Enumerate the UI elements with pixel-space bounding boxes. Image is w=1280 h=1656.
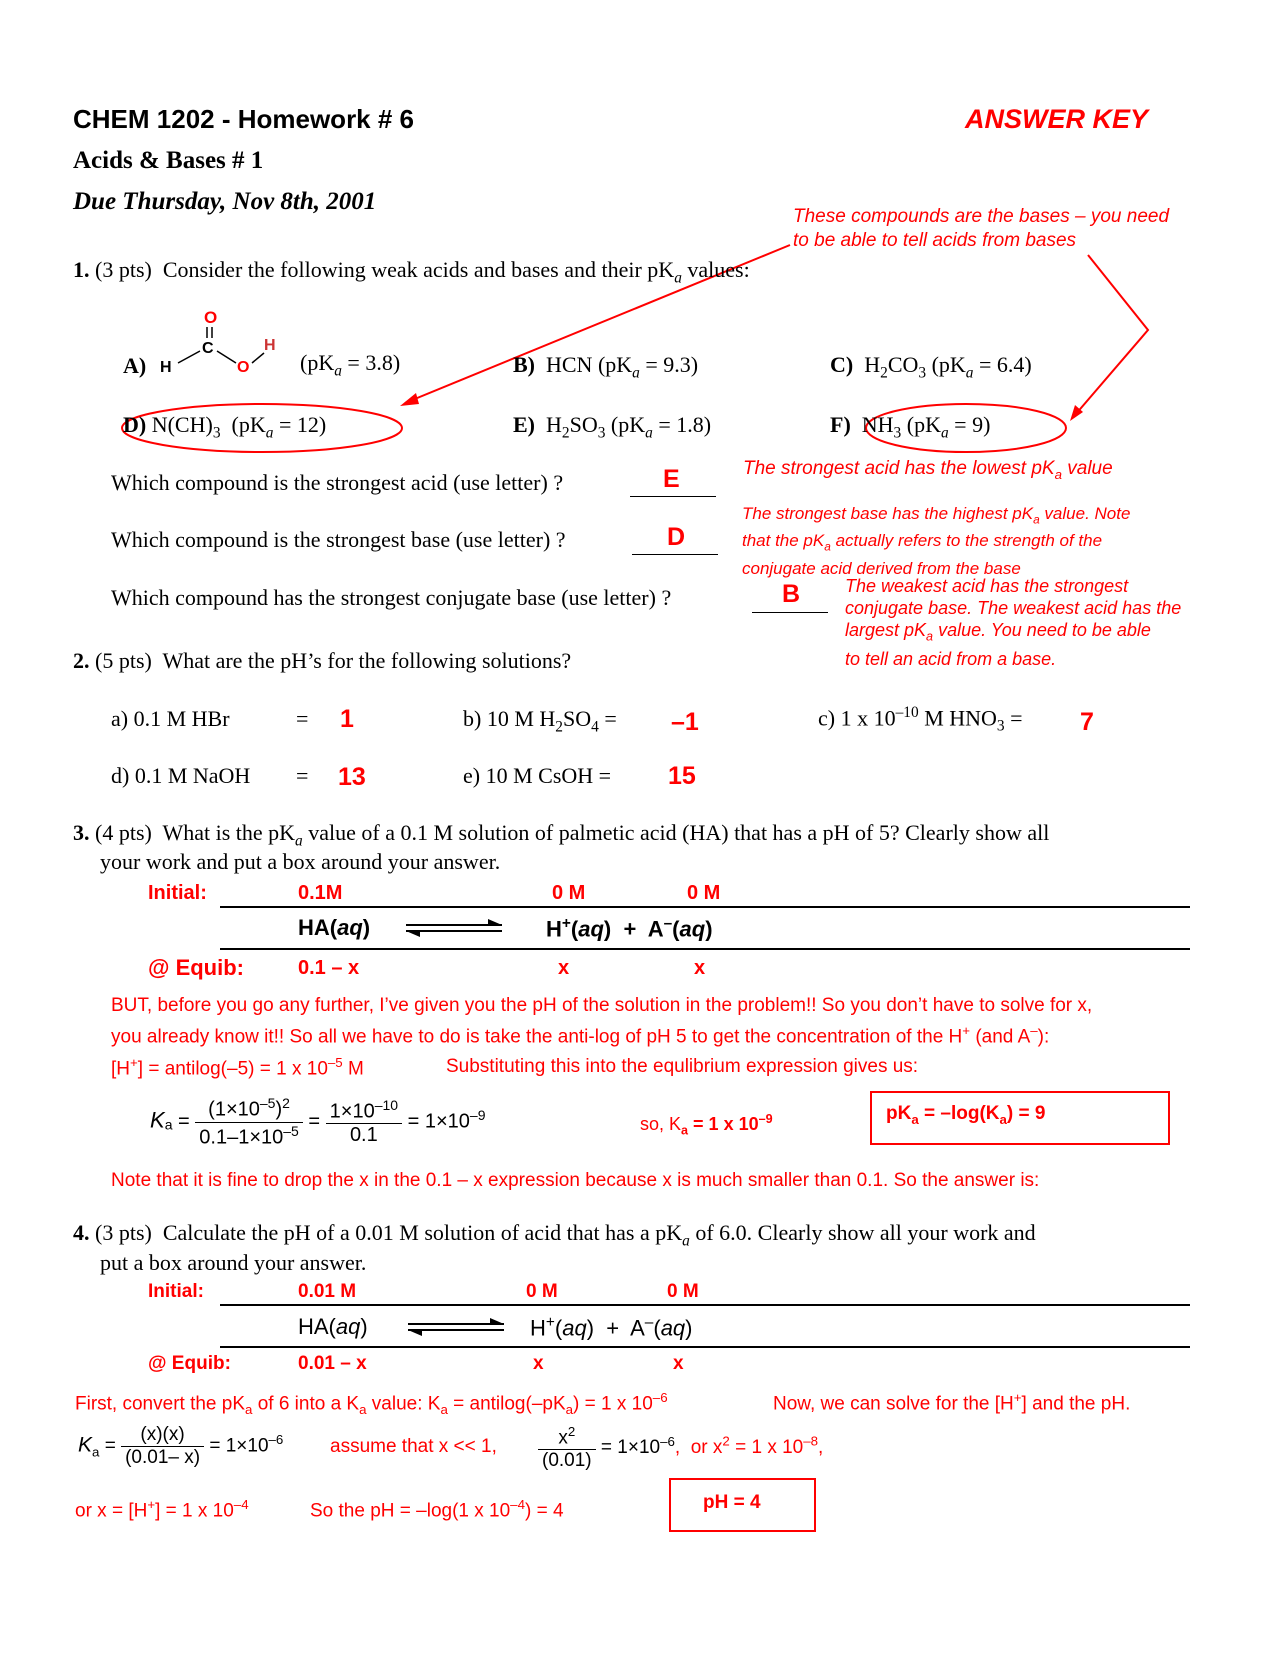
answer-blank xyxy=(752,612,828,613)
q2-answer-a: 1 xyxy=(340,705,354,733)
q3-prompt-2: your work and put a box around your answer. xyxy=(100,849,501,874)
q3-init-ha: 0.1M xyxy=(298,882,343,904)
q4-eq-a: x xyxy=(673,1353,684,1374)
q3-prompt-1: 3. (4 pts) What is the $pK_a$ value of a 0.1 M solution of palmetic acid (HA) that has a pH of 5? Clearly show all xyxy=(73,820,1050,850)
q2-answer-e: 15 xyxy=(668,762,696,790)
note-strongest-acid: The strongest acid has the lowest $pK_a$ value xyxy=(743,458,1113,482)
answer-base: D xyxy=(667,523,686,551)
compound-d: D) $N(CH)_3$ $(pK_a = 12)$ xyxy=(123,412,327,442)
q2-item-c: c) 1 x $10^{-10}$ M $HNO_3$ = xyxy=(818,704,1023,735)
q4-products: H+(aq) + A–(aq) xyxy=(530,1314,693,1341)
q1-prompt: 1. (3 pts) Consider the following weak acids and bases and their $pK_a$ values: xyxy=(73,257,750,287)
equilibrium-arrow-icon xyxy=(402,916,506,940)
q3-note: Note that it is fine to drop the x in the 0.1 – x expression because x is much smaller than 0.1. So the answer is: xyxy=(111,1170,1040,1191)
q3-initial-label: Initial: xyxy=(148,882,207,904)
q4-x2-equation: $\frac{x^2}{(0.01)}$ = $1\times 10^{-6}$, or $x^2 = 1$ x $10^{-8}$, xyxy=(538,1424,823,1472)
compound-f: F) $NH_3$ $(pK_a = 9)$ xyxy=(830,412,991,442)
answer-key-label: ANSWER KEY xyxy=(965,104,1149,134)
q3-pka-answer: $pK_a = -\log(K_a) = 9$ xyxy=(886,1103,1046,1127)
q4-x-result: or x = [H+] = 1 x $10^{-4}$ xyxy=(75,1497,249,1522)
ice-divider xyxy=(220,1346,1190,1348)
q3-explanation: BUT, before you go any further, I’ve given you the pH of the solution in the problem!! So you don’t have to solve for x, you already know it!! So all we have to do is take the anti-log of pH 5 to get the concentration of the H+ (and A–): xyxy=(111,995,1093,1048)
svg-text:C: C xyxy=(202,340,214,357)
q2-prompt: 2. (5 pts) What are the pH’s for the following solutions? xyxy=(73,648,572,673)
q1-question-acid: Which compound is the strongest acid (use letter) ? xyxy=(111,470,564,495)
due-date: Due Thursday, Nov 8th, 2001 xyxy=(73,188,377,215)
q3-eq-ha: 0.1 – x xyxy=(298,957,360,979)
svg-text:O: O xyxy=(204,308,218,327)
q4-equib-label: @ Equib: xyxy=(148,1353,231,1374)
q4-ph-answer: pH = 4 xyxy=(703,1492,761,1513)
q1-question-base: Which compound is the strongest base (use letter) ? xyxy=(111,527,566,552)
compound-a-label: A) xyxy=(123,353,147,378)
answer-blank xyxy=(630,496,716,497)
q4-eq-h: x xyxy=(533,1353,544,1374)
q3-ha: HA(aq) xyxy=(298,915,371,940)
q3-products: H+(aq) + A–(aq) xyxy=(546,915,713,942)
q2-answer-b: –1 xyxy=(671,708,699,736)
note-strongest-base: The strongest base has the highest $pK_a$ value. Note that the $pK_a$ actually refers to the strength of the conjugate acid derived from the base xyxy=(742,504,1131,578)
q4-eq-ha: 0.01 – x xyxy=(298,1353,367,1374)
q2-item-a-eq: = xyxy=(296,706,309,731)
q4-ka-equation: $K_a$ = $\frac{(x)(x)}{(0.01- x)}$ = $1\times 10^{-6}$ xyxy=(78,1424,284,1468)
q3-h-conc: [H+] = antilog(–5) = 1 x $10^{-5}$ M xyxy=(111,1055,364,1080)
q2-item-b: b) 10 M $H_2SO_4$ = xyxy=(463,706,617,736)
answer-conj: B xyxy=(782,580,801,608)
svg-text:O: O xyxy=(237,359,250,375)
q4-initial-label: Initial: xyxy=(148,1281,204,1302)
q4-solve: Now, we can solve for the [H+] and the pH. xyxy=(773,1390,1131,1415)
q3-init-a: 0 M xyxy=(687,882,721,904)
q2-item-d-eq: = xyxy=(296,763,309,788)
q2-item-d: d) 0.1 M NaOH xyxy=(111,763,251,788)
compound-a: $(pK_a = 3.8)$ xyxy=(300,350,401,380)
svg-text:H: H xyxy=(160,359,172,375)
note-conjugate-base: The weakest acid has the strongest conjugate base. The weakest acid has the largest $pK_a$ value. You need to be able to tell an acid from a base. xyxy=(845,576,1182,669)
equilibrium-arrow-icon xyxy=(404,1315,508,1339)
q3-substituting: Substituting this into the equlibrium expression gives us: xyxy=(446,1056,919,1077)
q3-init-h: 0 M xyxy=(552,882,586,904)
q2-item-e: e) 10 M CsOH = xyxy=(463,763,612,788)
q3-eq-h: x xyxy=(558,957,570,979)
answer-blank xyxy=(632,554,718,555)
q4-ha: HA(aq) xyxy=(298,1314,368,1339)
q3-equib-label: @ Equib: xyxy=(148,955,244,980)
arrow-to-f xyxy=(1075,255,1148,415)
compound-e: E) $H_2SO_3$ $(pK_a = 1.8)$ xyxy=(513,412,712,442)
q4-init-ha: 0.01 M xyxy=(298,1281,357,1302)
q4-so-ph: So the pH = –log(1 x $10^{-4}) = 4$ xyxy=(310,1497,564,1522)
compound-c: C) $H_2CO_3$ $(pK_a = 6.4)$ xyxy=(830,352,1032,382)
q2-answer-c: 7 xyxy=(1080,708,1094,736)
answer-acid: E xyxy=(663,465,680,493)
q3-eq-a: x xyxy=(694,957,706,979)
compound-b: B) HCN $(pK_a = 9.3)$ xyxy=(513,352,699,382)
q3-ka-equation: $K_a$ = $\frac{(1\times 10^{-5})^2}{0.1-1\times 10^{-5}}$ = $\frac{1\times 10^{-10}}{0.1}$ = $1\times 10^{-9}$ xyxy=(150,1095,486,1149)
bases-annotation: These compounds are the bases – you need to be able to tell acids from bases xyxy=(793,206,1170,251)
ice-divider xyxy=(220,948,1190,950)
q4-prompt-2: put a box around your answer. xyxy=(100,1250,367,1275)
page-title: CHEM 1202 - Homework # 6 xyxy=(73,104,415,134)
ice-divider xyxy=(220,906,1190,908)
ice-divider xyxy=(220,1304,1190,1306)
q3-ka-result: so, $K_a = 1$ x $10^{-9}$ xyxy=(640,1112,773,1138)
q2-item-a: a) 0.1 M HBr xyxy=(111,706,230,731)
q4-init-h: 0 M xyxy=(526,1281,558,1302)
subtitle: Acids & Bases # 1 xyxy=(73,147,264,174)
q4-convert: First, convert the $pK_a$ of 6 into a $K_a$ value: $K_a$ = $antilog(-pK_a) = 1$ x $10^{-6}$ xyxy=(75,1390,668,1418)
formic-acid-structure-icon xyxy=(160,305,290,375)
q1-question-conj: Which compound has the strongest conjugate base (use letter) ? xyxy=(111,585,672,610)
svg-text:H: H xyxy=(264,337,276,354)
q4-prompt-1: 4. (3 pts) Calculate the pH of a 0.01 M solution of acid that has a $pK_a$ of 6.0. Clearly show all your work and xyxy=(73,1220,1036,1250)
q4-assume: assume that x << 1, xyxy=(330,1436,497,1457)
q4-init-a: 0 M xyxy=(667,1281,699,1302)
q2-answer-d: 13 xyxy=(338,763,366,791)
